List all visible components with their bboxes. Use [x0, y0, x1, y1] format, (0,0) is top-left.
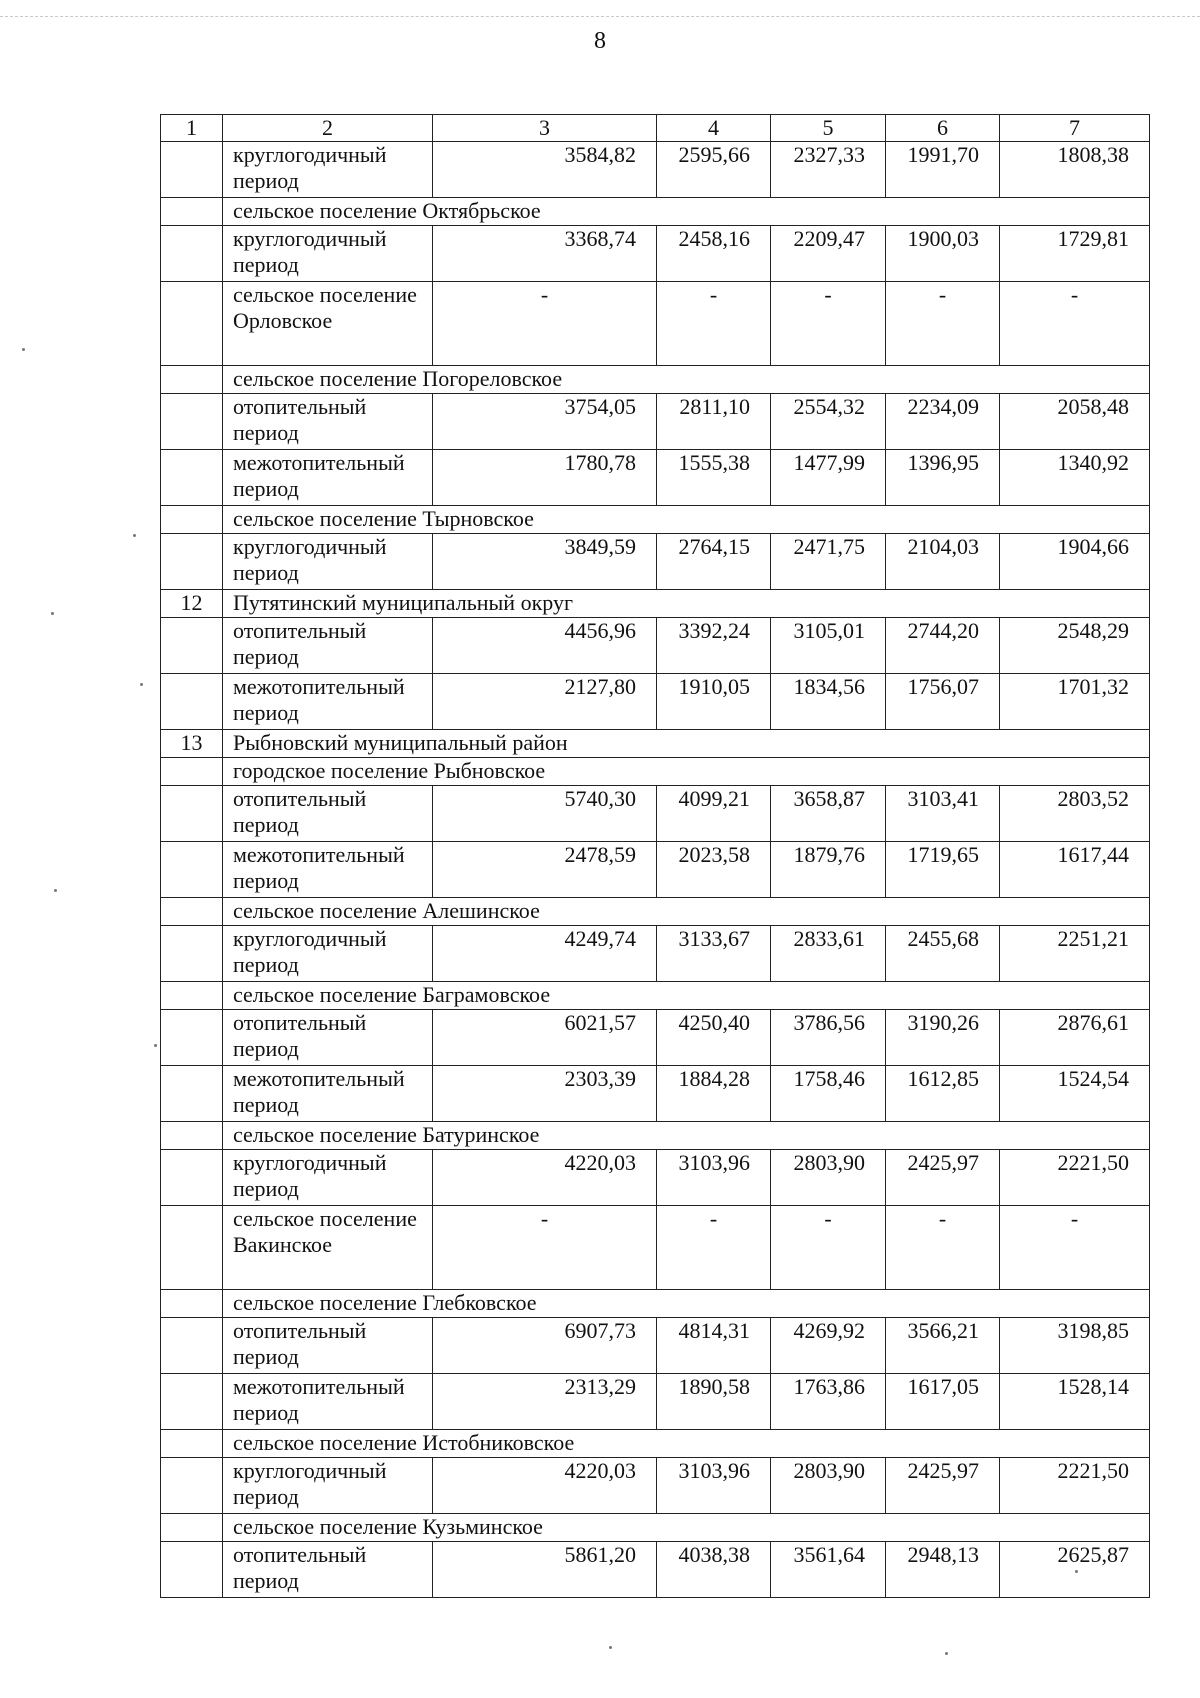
column-header: 5: [771, 115, 886, 142]
section-label: сельское поселение Кузьминское: [223, 1514, 1150, 1542]
value-cell: -: [771, 282, 886, 366]
section-row: [161, 730, 1150, 758]
row-number: [161, 534, 223, 590]
scan-speck: [154, 1044, 157, 1047]
section-row: [161, 198, 1150, 226]
table-row: [161, 1458, 1150, 1514]
section-label: сельское поселение Октябрьское: [223, 198, 1150, 226]
section-label: сельское поселение Истобниковское: [223, 1430, 1150, 1458]
row-number: [161, 1122, 223, 1150]
row-label: отопительный период: [223, 1010, 433, 1066]
table-row: [161, 674, 1150, 730]
value-cell: 2058,48: [1000, 394, 1150, 450]
value-cell: 4456,96: [433, 618, 657, 674]
section-label: сельское поселение Глебковское: [223, 1290, 1150, 1318]
row-number: [161, 198, 223, 226]
scan-artifact-line: [0, 16, 1200, 17]
row-number: [161, 142, 223, 198]
scan-speck: [51, 612, 54, 615]
value-cell: 1890,58: [657, 1374, 771, 1430]
row-number: [161, 1290, 223, 1318]
value-cell: 2221,50: [1000, 1150, 1150, 1206]
section-row: [161, 1514, 1150, 1542]
scan-speck: [133, 534, 136, 537]
row-number: [161, 1066, 223, 1122]
value-cell: 1396,95: [886, 450, 1000, 506]
value-cell: -: [886, 1206, 1000, 1290]
value-cell: 4249,74: [433, 926, 657, 982]
column-header: 4: [657, 115, 771, 142]
value-cell: 2251,21: [1000, 926, 1150, 982]
column-header: 2: [223, 115, 433, 142]
row-label: отопительный период: [223, 1542, 433, 1598]
scan-speck: [22, 348, 25, 351]
row-number: [161, 450, 223, 506]
section-label: сельское поселение Баграмовское: [223, 982, 1150, 1010]
section-label: Рыбновский муниципальный район: [223, 730, 1150, 758]
value-cell: 1884,28: [657, 1066, 771, 1122]
value-cell: -: [657, 1206, 771, 1290]
value-cell: 2104,03: [886, 534, 1000, 590]
value-cell: 3105,01: [771, 618, 886, 674]
section-row: [161, 1290, 1150, 1318]
row-number: [161, 1010, 223, 1066]
value-cell: 3754,05: [433, 394, 657, 450]
row-number: [161, 758, 223, 786]
section-row: [161, 366, 1150, 394]
table-row: [161, 226, 1150, 282]
value-cell: 4038,38: [657, 1542, 771, 1598]
value-cell: 2811,10: [657, 394, 771, 450]
value-cell: -: [433, 282, 657, 366]
value-cell: 2625,87: [1000, 1542, 1150, 1598]
row-label: отопительный период: [223, 394, 433, 450]
value-cell: 2471,75: [771, 534, 886, 590]
value-cell: 3658,87: [771, 786, 886, 842]
value-cell: 1758,46: [771, 1066, 886, 1122]
value-cell: 1555,38: [657, 450, 771, 506]
value-cell: 2764,15: [657, 534, 771, 590]
table-row: [161, 394, 1150, 450]
scan-speck: [945, 1652, 948, 1655]
value-cell: 2948,13: [886, 1542, 1000, 1598]
value-cell: 2234,09: [886, 394, 1000, 450]
value-cell: 3561,64: [771, 1542, 886, 1598]
table-row: [161, 1010, 1150, 1066]
row-number: [161, 674, 223, 730]
value-cell: 6907,73: [433, 1318, 657, 1374]
value-cell: 1904,66: [1000, 534, 1150, 590]
value-cell: 2803,90: [771, 1150, 886, 1206]
value-cell: 2595,66: [657, 142, 771, 198]
table-row: [161, 534, 1150, 590]
value-cell: 1879,76: [771, 842, 886, 898]
row-label: круглогодичный период: [223, 1150, 433, 1206]
value-cell: -: [771, 1206, 886, 1290]
row-number: 13: [161, 730, 223, 758]
value-cell: 1991,70: [886, 142, 1000, 198]
value-cell: 2023,58: [657, 842, 771, 898]
row-number: [161, 926, 223, 982]
section-row: [161, 982, 1150, 1010]
value-cell: 1701,32: [1000, 674, 1150, 730]
section-row: [161, 1430, 1150, 1458]
value-cell: 2803,52: [1000, 786, 1150, 842]
value-cell: 1763,86: [771, 1374, 886, 1430]
value-cell: 1617,44: [1000, 842, 1150, 898]
row-number: [161, 842, 223, 898]
scan-speck: [54, 889, 57, 892]
tariff-table: [160, 114, 1150, 1598]
value-cell: 4269,92: [771, 1318, 886, 1374]
value-cell: 3103,41: [886, 786, 1000, 842]
row-number: [161, 394, 223, 450]
row-label: отопительный период: [223, 618, 433, 674]
row-number: [161, 898, 223, 926]
row-label: межотопительный период: [223, 450, 433, 506]
value-cell: 4220,03: [433, 1150, 657, 1206]
section-label: сельское поселение Тырновское: [223, 506, 1150, 534]
row-number: [161, 1206, 223, 1290]
value-cell: 2548,29: [1000, 618, 1150, 674]
row-number: [161, 1318, 223, 1374]
row-label: отопительный период: [223, 1318, 433, 1374]
table-row: [161, 926, 1150, 982]
value-cell: 2209,47: [771, 226, 886, 282]
value-cell: -: [433, 1206, 657, 1290]
value-cell: 2303,39: [433, 1066, 657, 1122]
row-label: круглогодичный период: [223, 226, 433, 282]
value-cell: -: [1000, 1206, 1150, 1290]
value-cell: 1756,07: [886, 674, 1000, 730]
value-cell: 1524,54: [1000, 1066, 1150, 1122]
section-row: [161, 758, 1150, 786]
value-cell: 2803,90: [771, 1458, 886, 1514]
value-cell: 3566,21: [886, 1318, 1000, 1374]
table-row: [161, 1150, 1150, 1206]
value-cell: 1729,81: [1000, 226, 1150, 282]
table-row: [161, 450, 1150, 506]
column-header: 6: [886, 115, 1000, 142]
row-number: [161, 618, 223, 674]
row-number: [161, 282, 223, 366]
value-cell: 2127,80: [433, 674, 657, 730]
row-label: круглогодичный период: [223, 1458, 433, 1514]
value-cell: 1612,85: [886, 1066, 1000, 1122]
table-row: [161, 1066, 1150, 1122]
value-cell: 1808,38: [1000, 142, 1150, 198]
section-label: сельское поселение Батуринское: [223, 1122, 1150, 1150]
value-cell: 1834,56: [771, 674, 886, 730]
value-cell: 2744,20: [886, 618, 1000, 674]
section-label: сельское поселение Погореловское: [223, 366, 1150, 394]
value-cell: 2478,59: [433, 842, 657, 898]
value-cell: 1900,03: [886, 226, 1000, 282]
value-cell: 4099,21: [657, 786, 771, 842]
value-cell: 3849,59: [433, 534, 657, 590]
value-cell: 2833,61: [771, 926, 886, 982]
row-label: круглогодичный период: [223, 534, 433, 590]
row-number: [161, 982, 223, 1010]
value-cell: 5861,20: [433, 1542, 657, 1598]
column-header: 1: [161, 115, 223, 142]
value-cell: 2327,33: [771, 142, 886, 198]
row-number: [161, 506, 223, 534]
value-cell: -: [886, 282, 1000, 366]
row-label: круглогодичный период: [223, 926, 433, 982]
value-cell: 3786,56: [771, 1010, 886, 1066]
section-row: [161, 898, 1150, 926]
row-number: [161, 1458, 223, 1514]
value-cell: 3198,85: [1000, 1318, 1150, 1374]
value-cell: 3584,82: [433, 142, 657, 198]
value-cell: 2313,29: [433, 1374, 657, 1430]
row-label: межотопительный период: [223, 1066, 433, 1122]
value-cell: 2554,32: [771, 394, 886, 450]
table-row: [161, 1318, 1150, 1374]
value-cell: 2425,97: [886, 1458, 1000, 1514]
value-cell: -: [1000, 282, 1150, 366]
value-cell: 1340,92: [1000, 450, 1150, 506]
value-cell: 1477,99: [771, 450, 886, 506]
row-label: сельское поселение Вакинское: [223, 1206, 433, 1290]
value-cell: 2221,50: [1000, 1458, 1150, 1514]
value-cell: 3190,26: [886, 1010, 1000, 1066]
row-label: межотопительный период: [223, 674, 433, 730]
value-cell: 1617,05: [886, 1374, 1000, 1430]
value-cell: 4250,40: [657, 1010, 771, 1066]
row-number: [161, 1150, 223, 1206]
value-cell: 2455,68: [886, 926, 1000, 982]
table-row: [161, 1374, 1150, 1430]
row-number: [161, 226, 223, 282]
value-cell: 3103,96: [657, 1458, 771, 1514]
section-row: [161, 1122, 1150, 1150]
value-cell: 4814,31: [657, 1318, 771, 1374]
section-label: сельское поселение Алешинское: [223, 898, 1150, 926]
row-label: отопительный период: [223, 786, 433, 842]
section-row: [161, 590, 1150, 618]
table-row: [161, 142, 1150, 198]
column-header: 7: [1000, 115, 1150, 142]
scan-speck: [140, 683, 143, 686]
row-number: [161, 1430, 223, 1458]
scan-speck: [609, 1646, 612, 1649]
row-number: 12: [161, 590, 223, 618]
row-label: межотопительный период: [223, 842, 433, 898]
value-cell: 1910,05: [657, 674, 771, 730]
table-header-row: [161, 115, 1150, 142]
value-cell: -: [657, 282, 771, 366]
table-body: [161, 115, 1150, 1598]
row-number: [161, 1542, 223, 1598]
value-cell: 2876,61: [1000, 1010, 1150, 1066]
table-row: [161, 282, 1150, 366]
section-label: Путятинский муниципальный округ: [223, 590, 1150, 618]
section-row: [161, 506, 1150, 534]
value-cell: 3133,67: [657, 926, 771, 982]
table-row: [161, 618, 1150, 674]
row-number: [161, 366, 223, 394]
row-label: межотопительный период: [223, 1374, 433, 1430]
scan-speck: [1075, 1570, 1078, 1573]
value-cell: 1719,65: [886, 842, 1000, 898]
row-label: сельское поселение Орловское: [223, 282, 433, 366]
value-cell: 4220,03: [433, 1458, 657, 1514]
table-row: [161, 1542, 1150, 1598]
row-label: круглогодичный период: [223, 142, 433, 198]
value-cell: 2425,97: [886, 1150, 1000, 1206]
value-cell: 2458,16: [657, 226, 771, 282]
table-row: [161, 786, 1150, 842]
column-header: 3: [433, 115, 657, 142]
section-label: городское поселение Рыбновское: [223, 758, 1150, 786]
table-row: [161, 842, 1150, 898]
value-cell: 1528,14: [1000, 1374, 1150, 1430]
value-cell: 5740,30: [433, 786, 657, 842]
row-number: [161, 1514, 223, 1542]
value-cell: 1780,78: [433, 450, 657, 506]
value-cell: 6021,57: [433, 1010, 657, 1066]
row-number: [161, 1374, 223, 1430]
value-cell: 3103,96: [657, 1150, 771, 1206]
table-row: [161, 1206, 1150, 1290]
row-number: [161, 786, 223, 842]
value-cell: 3368,74: [433, 226, 657, 282]
page-number: 8: [594, 28, 606, 54]
value-cell: 3392,24: [657, 618, 771, 674]
